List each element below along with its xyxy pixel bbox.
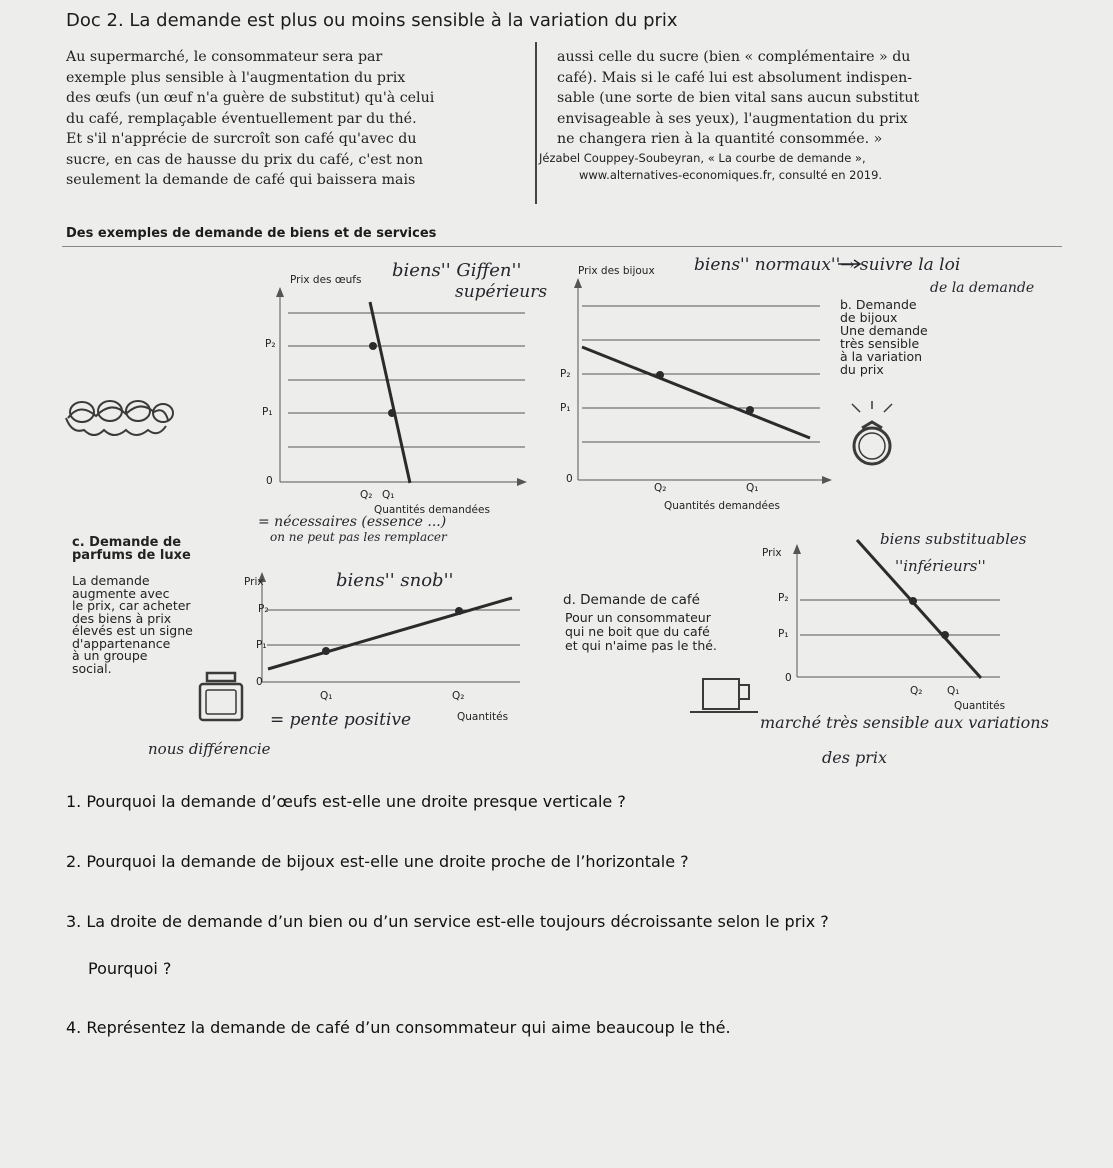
caption-line: La demande bbox=[72, 573, 150, 588]
handwriting-giffen: biens'' Giffen'' bbox=[392, 260, 522, 281]
graph-b-tick-q1: Q₁ bbox=[746, 482, 759, 494]
graph-c-tick-p1: P₁ bbox=[256, 639, 267, 651]
question-2: 2. Pourquoi la demande de bijoux est-elle une droite proche de l’horizontale ? bbox=[66, 852, 689, 871]
handwriting-des-prix: des prix bbox=[822, 748, 888, 767]
graph-b-tick-q2: Q₂ bbox=[654, 482, 667, 494]
graph-d-point-p1 bbox=[941, 631, 949, 639]
graph-a-tick-p2: P₂ bbox=[265, 338, 276, 350]
graph-d-tick-q1: Q₁ bbox=[947, 685, 960, 697]
caption-line: des biens à prix bbox=[72, 610, 172, 626]
graph-b-point-p1 bbox=[746, 406, 754, 414]
graph-a-xlabel: Quantités demandées bbox=[374, 504, 490, 516]
graph-b-origin: 0 bbox=[566, 473, 573, 485]
handwriting-inferieurs: ''inférieurs'' bbox=[895, 557, 986, 575]
graph-b-ylabel: Prix des bijoux bbox=[578, 265, 655, 277]
graph-c-caption-title bbox=[72, 536, 191, 562]
graph-c-tick-p2: P₂ bbox=[258, 603, 269, 615]
caption-line: Une demande bbox=[840, 323, 928, 338]
graph-b-point-p2 bbox=[656, 371, 664, 379]
caption-line: d'appartenance bbox=[72, 635, 171, 651]
graph-c-point-p1 bbox=[322, 647, 330, 655]
handwriting-normaux: biens'' normaux''→ suivre la loi bbox=[694, 255, 961, 275]
source-line: www.alternatives-economiques.fr, consulté en 2019. bbox=[579, 167, 883, 182]
text-line: Et s'il n'apprécie de surcroît son café qu'avec du bbox=[66, 131, 417, 147]
text-line: Au supermarché, le consommateur sera par bbox=[66, 49, 383, 65]
graph-a-tick-p1: P₁ bbox=[262, 406, 273, 418]
graph-a-origin: 0 bbox=[266, 475, 273, 487]
handwriting-superieurs: supérieurs bbox=[455, 282, 548, 302]
egg-carton-icon bbox=[66, 401, 173, 435]
handwriting-pente-positive: = pente positive bbox=[270, 710, 412, 730]
caption-line: qui ne boit que du café bbox=[565, 624, 710, 639]
graph-d-tick-p2: P₂ bbox=[778, 592, 789, 604]
graph-b-tick-p2: P₂ bbox=[560, 368, 571, 380]
handwriting-snob: biens'' snob'' bbox=[336, 570, 454, 591]
source-line: Jézabel Couppey-Soubeyran, « La courbe de demande », bbox=[539, 150, 866, 165]
handwriting-marche-sensible: marché très sensible aux variations bbox=[760, 713, 1049, 732]
graph-c-origin: 0 bbox=[256, 676, 263, 688]
caption-line: élevés est un signe bbox=[72, 623, 193, 638]
graph-a-tick-q2: Q₂ bbox=[360, 489, 373, 501]
text-line: sucre, en cas de hausse du prix du café, c'est non bbox=[66, 151, 423, 168]
question-3-followup: Pourquoi ? bbox=[88, 959, 172, 978]
caption-line: Pour un consommateur bbox=[565, 610, 711, 625]
caption-line: à un groupe bbox=[72, 648, 148, 663]
caption-line: augmente avec bbox=[72, 585, 170, 601]
graph-a-ylabel: Prix des œufs bbox=[290, 274, 362, 286]
perfume-bottle-icon bbox=[200, 673, 242, 720]
graph-d-origin: 0 bbox=[785, 672, 792, 684]
caption-line: le prix, car acheter bbox=[72, 598, 191, 613]
handwriting-necessaires: = nécessaires (essence ...) bbox=[258, 514, 447, 530]
handwriting-remplacer: on ne peut pas les remplacer bbox=[270, 530, 447, 544]
text-line: café). Mais si le café lui est absolument indispen- bbox=[557, 69, 913, 86]
graph-d-caption bbox=[563, 593, 717, 653]
graph-c-ylabel: Prix bbox=[244, 576, 264, 588]
graph-d-tick-q2: Q₂ bbox=[910, 685, 923, 697]
caption-line: social. bbox=[72, 660, 112, 676]
graph-a-tick-q1: Q₁ bbox=[382, 489, 395, 501]
graph-a-point-p1 bbox=[388, 409, 396, 417]
graph-a-point-p2 bbox=[369, 342, 377, 350]
handwriting-substituables: biens substituables bbox=[880, 530, 1027, 548]
text-line: seulement la demande de café qui baissera mais bbox=[66, 172, 416, 188]
text-line: ne changera rien à la quantité consommée. » bbox=[557, 131, 883, 147]
graph-b-demand-curve bbox=[582, 347, 810, 438]
graph-d-ylabel: Prix bbox=[762, 547, 782, 559]
question-1: 1. Pourquoi la demande d’œufs est-elle une droite presque verticale ? bbox=[66, 792, 626, 811]
caption-line: du prix bbox=[840, 362, 884, 377]
handwriting-differencie: nous différencie bbox=[148, 740, 271, 758]
graph-c-point-p2 bbox=[455, 607, 463, 615]
caption-line: et qui n'aime pas le thé. bbox=[565, 638, 717, 653]
graph-c-xlabel: Quantités bbox=[457, 711, 509, 723]
graph-c-tick-q2: Q₂ bbox=[452, 690, 465, 702]
graph-b-caption bbox=[840, 298, 928, 376]
graph-a-demand-curve bbox=[370, 302, 410, 483]
graph-b-xlabel: Quantités demandées bbox=[664, 500, 780, 512]
question-3: 3. La droite de demande d’un bien ou d’un service est-elle toujours décroissante selon le prix ? bbox=[66, 912, 829, 931]
graph-b-tick-p1: P₁ bbox=[560, 402, 571, 414]
graph-d-point-p2 bbox=[909, 597, 917, 605]
caption-line: à la variation bbox=[840, 349, 923, 364]
caption-line: d. Demande de café bbox=[563, 592, 700, 608]
graph-c-demand-curve bbox=[268, 598, 512, 669]
coffee-cup-icon bbox=[690, 679, 758, 712]
ring-icon bbox=[852, 401, 892, 464]
text-line: envisageable à ses yeux), l'augmentation du prix bbox=[557, 110, 908, 127]
caption-line: b. Demande bbox=[840, 297, 917, 312]
doc-title: Doc 2. La demande est plus ou moins sensible à la variation du prix bbox=[66, 10, 678, 31]
section-title: Des exemples de demande de biens et de services bbox=[66, 226, 437, 241]
graph-d-xlabel: Quantités bbox=[954, 700, 1006, 712]
caption-line: très sensible bbox=[840, 336, 920, 351]
text-line: sable (une sorte de bien vital sans aucun substitut bbox=[557, 90, 920, 106]
text-line: du café, remplaçable éventuellement par du thé. bbox=[66, 110, 417, 127]
handwriting-loi-demande: de la demande bbox=[930, 280, 1035, 296]
graph-c-tick-q1: Q₁ bbox=[320, 690, 333, 702]
text-line: aussi celle du sucre (bien « complémentaire » du bbox=[557, 49, 911, 65]
caption-line: c. Demande de bbox=[72, 535, 182, 550]
graph-c-caption-body bbox=[72, 575, 193, 675]
caption-line: de bijoux bbox=[840, 310, 898, 325]
question-4: 4. Représentez la demande de café d’un consommateur qui aime beaucoup le thé. bbox=[66, 1018, 731, 1037]
graph-d-tick-p1: P₁ bbox=[778, 628, 789, 640]
caption-line: parfums de luxe bbox=[72, 548, 191, 563]
text-line: des œufs (un œuf n'a guère de substitut) qu'à celui bbox=[66, 90, 435, 106]
text-line: exemple plus sensible à l'augmentation du prix bbox=[66, 69, 406, 86]
